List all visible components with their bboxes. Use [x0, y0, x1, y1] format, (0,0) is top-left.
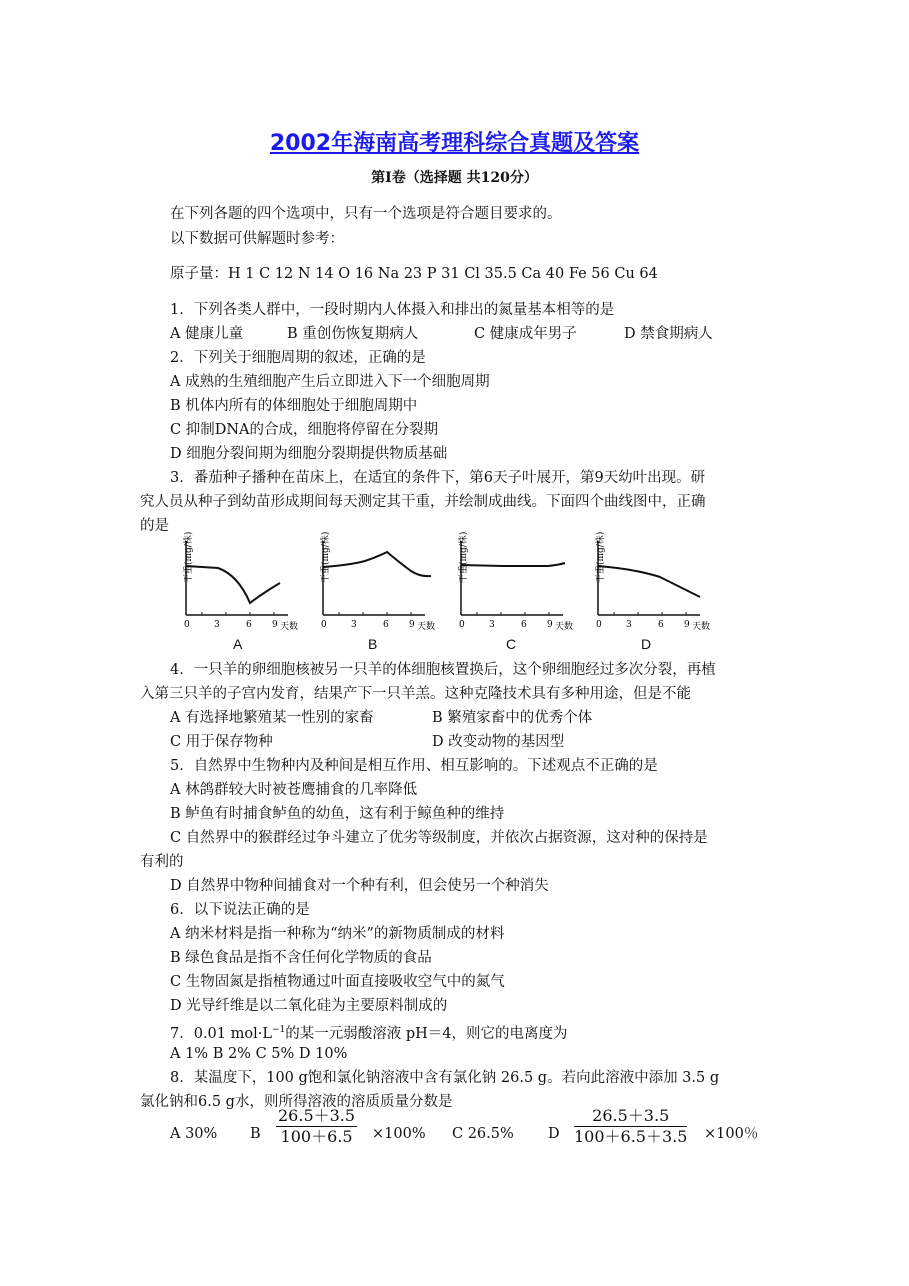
svg-text:0: 0	[321, 620, 327, 630]
q5-option-c: C 自然界中的猴群经过争斗建立了优劣等级制度，并依次占据资源，这对种的保持是	[170, 830, 708, 846]
q8-option-b-label: B	[250, 1126, 261, 1142]
q4-option-a: A 有选择地繁殖某一性别的家畜	[170, 710, 374, 726]
q4-option-c: C 用于保存物种	[170, 734, 273, 750]
graph-label-d: D	[641, 636, 652, 652]
svg-text:干重(mg/株): 干重(mg/株)	[459, 531, 469, 583]
q8-option-b-tail: ×100%	[372, 1126, 426, 1142]
q1-option-c: C 健康成年男子	[474, 326, 577, 342]
q2-option-d: D 细胞分裂间期为细胞分裂期提供物质基础	[170, 446, 448, 462]
q5-option-b: B 鲈鱼有时捕食鲈鱼的幼鱼，这有利于鲸鱼种的维持	[170, 806, 505, 822]
q6-option-d: D 光导纤维是以二氧化硅为主要原料制成的	[170, 998, 448, 1014]
q6-option-b: B 绿色食品是指不含任何化学物质的食品	[170, 950, 432, 966]
q5-option-a: A 林鸽群较大时被苍鹰捕食的几率降低	[170, 782, 418, 798]
graph-d	[580, 531, 715, 635]
svg-text:6: 6	[521, 620, 527, 630]
svg-text:9: 9	[547, 620, 553, 630]
question-7-stem: 7．0.01 $mol\cdot L^{-1}$的某一元弱酸溶液 pH＝4，则它的电离度为	[170, 1025, 568, 1042]
svg-text:9: 9	[684, 620, 690, 630]
question-8-stem: 氯化钠和6.5 g水，则所得溶液的溶质质量分数是	[140, 1094, 453, 1110]
graph-b	[305, 531, 440, 635]
intro-line: 在下列各题的四个选项中，只有一个选项是符合题目要求的。	[170, 206, 562, 222]
graph-ylabel: 干重(mg/株)	[184, 531, 194, 583]
question-3-stem: 的是	[140, 518, 169, 534]
q8-option-c: C 26.5%	[452, 1126, 514, 1142]
q1-option-d: D 禁食期病人	[624, 326, 713, 342]
svg-text:0: 0	[184, 620, 190, 630]
question-5-stem: 5．自然界中生物种内及种间是相互作用、相互影响的。下述观点不正确的是	[170, 758, 658, 774]
graph-label-c: C	[506, 636, 517, 652]
q5-option-c-cont: 有利的	[140, 854, 184, 870]
q7-options: A 1% B 2% C 5% D 10%	[170, 1046, 348, 1062]
q2-option-c: C 抑制DNA的合成，细胞将停留在分裂期	[170, 422, 438, 438]
svg-text:3: 3	[489, 620, 495, 630]
svg-text:9: 9	[409, 620, 415, 630]
q6-option-a: A 纳米材料是指一种称为“纳米”的新物质制成的材料	[170, 926, 505, 942]
q8-option-b-fraction: $\frac{26.5+3.5}{100+6.5}$	[278, 1106, 356, 1146]
svg-text:干重(mg/株): 干重(mg/株)	[321, 531, 331, 583]
svg-text:9: 9	[272, 620, 278, 630]
svg-text:天数: 天数	[555, 622, 574, 632]
question-4-stem: 入第三只羊的子宫内发育，结果产下一只羊羔。这种克隆技术具有多种用途，但是不能	[140, 686, 691, 702]
question-2-stem: 2．下列关于细胞周期的叙述，正确的是	[170, 350, 426, 366]
q8-option-d-fraction: $\frac{26.5+3.5}{100+6.5+3.5}$	[574, 1106, 688, 1146]
graph-label-a: A	[233, 636, 243, 652]
intro-line: 以下数据可供解题时参考：	[170, 231, 344, 247]
question-6-stem: 6．以下说法正确的是	[170, 902, 310, 918]
graph-a	[168, 531, 303, 635]
question-8-stem: 8．某温度下，100 g饱和氯化钠溶液中含有氯化钠 26.5 g。若向此溶液中添加 3.5 g	[170, 1070, 720, 1086]
q1-option-b: B 重创伤恢复期病人	[287, 326, 419, 342]
atomic-mass-line: 原子量：H 1 C 12 N 14 O 16 Na 23 P 31 Cl 35.5 Ca 40 Fe 56 Cu 64	[170, 266, 658, 282]
q8-option-a: A 30%	[170, 1126, 218, 1142]
q8-option-d-tail: ×100％	[704, 1126, 759, 1142]
graph-label-b: B	[368, 636, 378, 652]
q4-option-d: D 改变动物的基因型	[432, 734, 565, 750]
q1-option-a: A 健康儿童	[170, 326, 244, 342]
svg-text:3: 3	[351, 620, 357, 630]
svg-text:0: 0	[596, 620, 602, 630]
graph-c	[443, 531, 578, 635]
question-1-stem: 1．下列各类人群中，一段时期内人体摄入和排出的氮量基本相等的是	[170, 302, 615, 318]
q4-option-b: B 繁殖家畜中的优秀个体	[432, 710, 593, 726]
q2-option-b: B 机体内所有的体细胞处于细胞周期中	[170, 398, 418, 414]
svg-text:0: 0	[459, 620, 465, 630]
svg-text:干重(mg/株): 干重(mg/株)	[596, 531, 606, 583]
q6-option-c: C 生物固氮是指植物通过叶面直接吸收空气中的氮气	[170, 974, 505, 990]
page-title[interactable]: 2002年海南高考理科综合真题及答案	[269, 131, 640, 156]
question-3-stem: 3．番茄种子播种在苗床上，在适宜的条件下，第6天子叶展开，第9天幼叶出现。研	[170, 470, 706, 486]
svg-text:6: 6	[658, 620, 664, 630]
graph-xlabel: 天数	[280, 622, 299, 632]
svg-text:天数: 天数	[417, 622, 436, 632]
svg-text:3: 3	[214, 620, 220, 630]
svg-text:6: 6	[383, 620, 389, 630]
section-heading: 第Ⅰ卷（选择题 共120分）	[371, 170, 538, 186]
svg-text:天数: 天数	[692, 622, 711, 632]
q8-option-d-label: D	[548, 1126, 560, 1142]
q2-option-a: A 成熟的生殖细胞产生后立即进入下一个细胞周期	[170, 374, 490, 390]
question-4-stem: 4．一只羊的卵细胞核被另一只羊的体细胞核置换后，这个卵细胞经过多次分裂，再植	[170, 662, 716, 678]
q5-option-d: D 自然界中物种间捕食对一个种有利，但会使另一个种消失	[170, 878, 549, 894]
question-3-stem: 究人员从种子到幼苗形成期间每天测定其干重，并绘制成曲线。下面四个曲线图中，正确	[140, 494, 706, 510]
svg-text:6: 6	[246, 620, 252, 630]
svg-text:3: 3	[626, 620, 632, 630]
